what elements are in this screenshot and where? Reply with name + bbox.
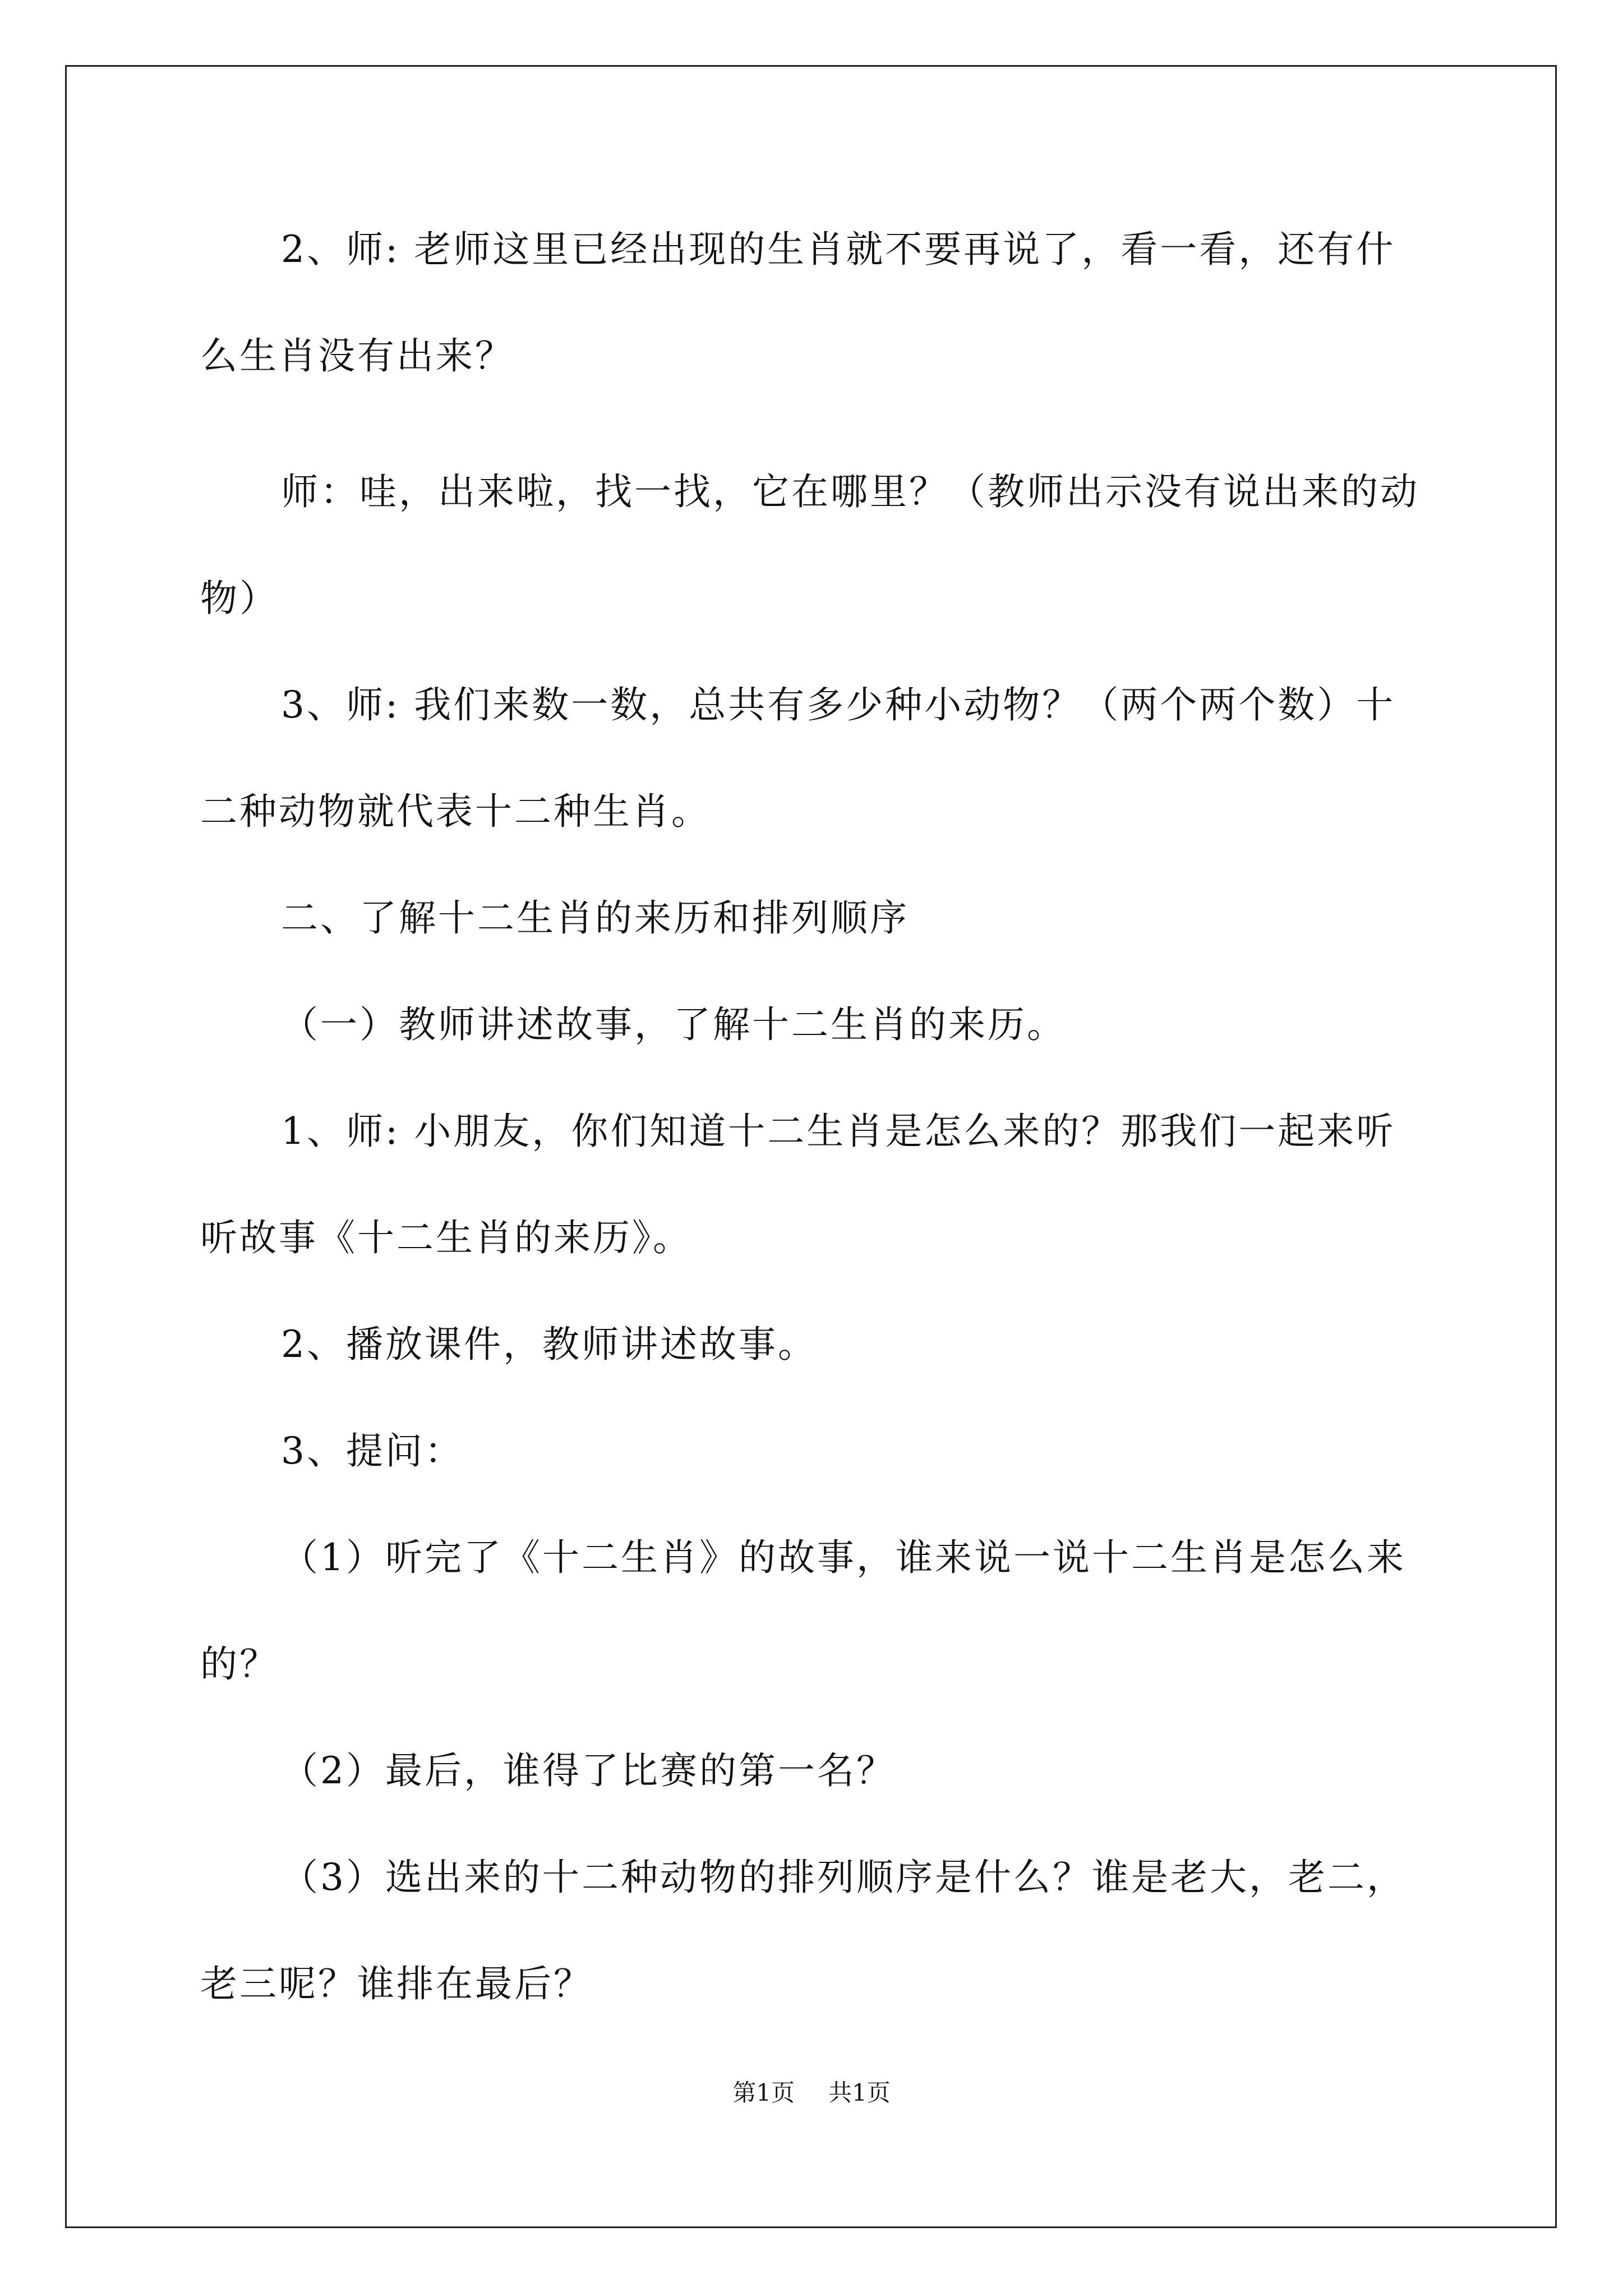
paragraph-1: 2、师: 老师这里已经出现的生肖就不要再说了，看一看，还有什么生肖没有出来？ bbox=[200, 228, 1396, 378]
page-total: 共1页 bbox=[828, 2079, 891, 2106]
paragraph-2: 师：哇，出来啦，找一找，它在哪里？（教师出示没有说出来的动物） bbox=[200, 470, 1419, 620]
paragraph-5: 2、播放课件，教师讲述故事。 bbox=[281, 1323, 817, 1366]
page-number: 第1页 bbox=[732, 2079, 795, 2106]
question-1: （1）听完了《十二生肖》的故事，谁来说一说十二生肖是怎么来的？ bbox=[200, 1536, 1406, 1686]
subsection-heading: （一）教师讲述故事，了解十二生肖的来历。 bbox=[281, 1003, 1066, 1046]
paragraph-4: 1、师: 小朋友，你们知道十二生肖是怎么来的？那我们一起来听听故事《十二生肖的来历》。 bbox=[200, 1110, 1396, 1259]
question-2: （2）最后，谁得了比赛的第一名？ bbox=[281, 1749, 896, 1792]
page-footer bbox=[0, 2074, 1623, 2108]
paragraph-3: 3、师: 我们来数一数，总共有多少种小动物？（两个两个数）十二种动物就代表十二种生肖。 bbox=[200, 683, 1396, 833]
question-3: （3）选出来的十二种动物的排列顺序是什么？谁是老大，老二，老三呢？谁排在最后？ bbox=[200, 1856, 1406, 2005]
section-heading: 二、了解十二生肖的来历和排列顺序 bbox=[281, 896, 909, 940]
paragraph-6: 3、提问： bbox=[281, 1429, 464, 1473]
